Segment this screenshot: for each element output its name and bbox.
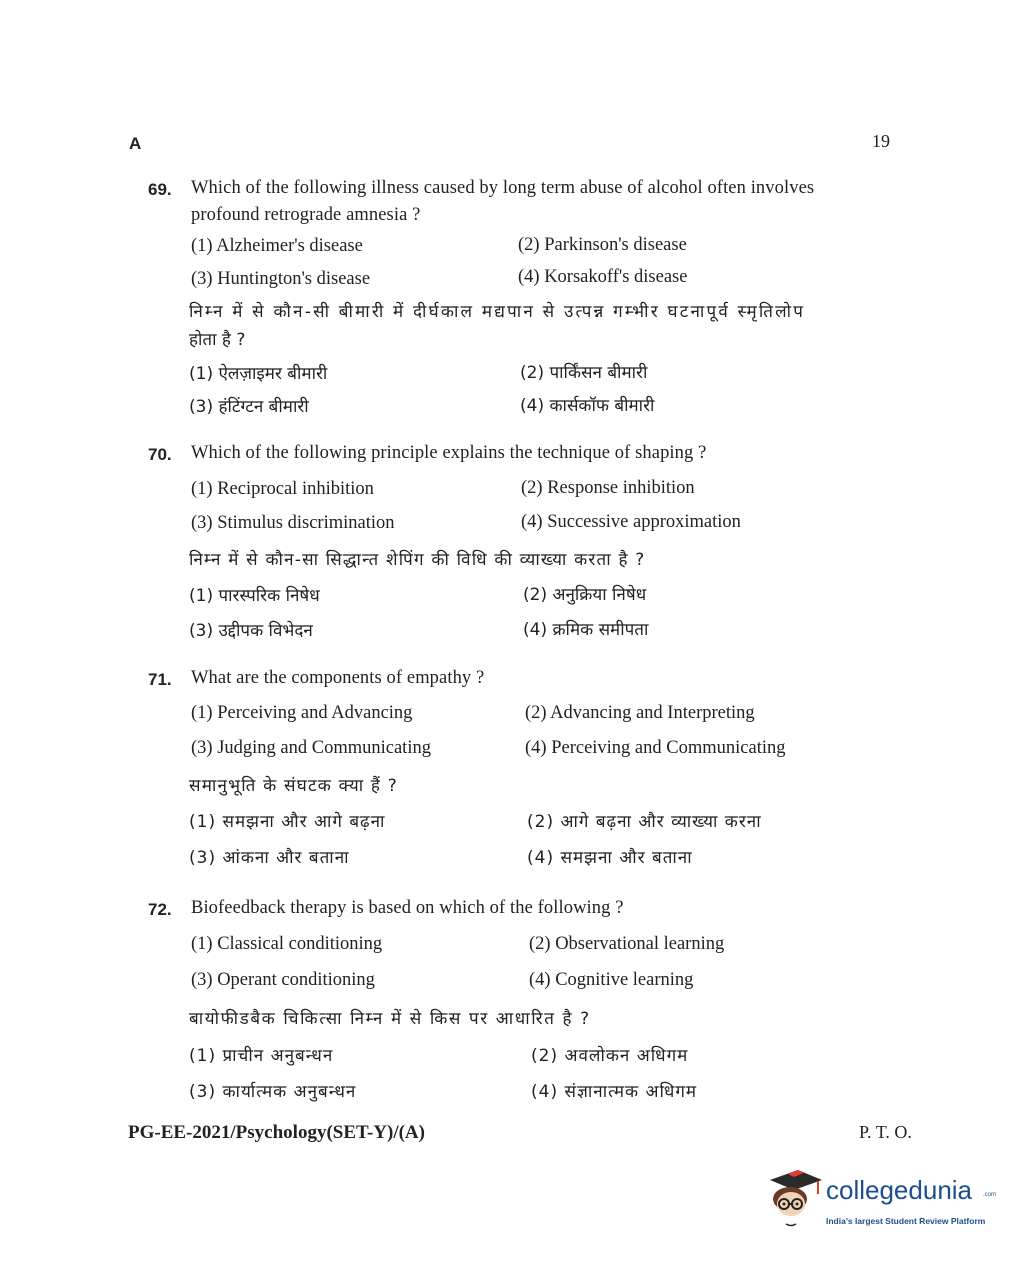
option-hi-3: (3) हंटिंग्टन बीमारी xyxy=(189,397,309,417)
option-hi-3: (3) आंकना और बताना xyxy=(189,848,350,868)
option-hi-4: (4) कार्सकॉफ बीमारी xyxy=(520,396,655,416)
option-en-4: (4) Successive approximation xyxy=(521,512,741,532)
option-en-4: (4) Korsakoff's disease xyxy=(518,267,688,287)
option-hi-3: (3) उद्दीपक विभेदन xyxy=(189,621,313,641)
option-en-4: (4) Cognitive learning xyxy=(529,970,694,990)
option-en-3: (3) Stimulus discrimination xyxy=(191,513,395,533)
paper-code: PG-EE-2021/Psychology(SET-Y)/(A) xyxy=(128,1122,425,1143)
option-hi-2: (2) पार्किंसन बीमारी xyxy=(520,363,648,383)
option-en-1: (1) Perceiving and Advancing xyxy=(191,703,413,723)
question-text-hi-line: निम्न में से कौन-सी बीमारी में दीर्घकाल मद्यपान से उत्पन्न गम्भीर घटनापूर्व स्मृतिलोप xyxy=(189,302,806,322)
question-text-en-line: Which of the following principle explains the technique of shaping ? xyxy=(191,443,707,463)
option-hi-4: (4) संज्ञानात्मक अधिगम xyxy=(531,1082,698,1102)
question-number: 70. xyxy=(148,445,172,464)
brand-tagline: India's largest Student Review Platform xyxy=(826,1216,986,1226)
option-en-1: (1) Classical conditioning xyxy=(191,934,383,954)
question-text-hi-line: समानुभूति के संघटक क्या हैं ? xyxy=(189,776,398,796)
mascot-icon xyxy=(764,1166,826,1230)
option-en-3: (3) Operant conditioning xyxy=(191,970,375,990)
question-text-en-line: Biofeedback therapy is based on which of the following ? xyxy=(191,898,624,918)
option-hi-4: (4) समझना और बताना xyxy=(527,848,693,868)
question-text-en-line: What are the components of empathy ? xyxy=(191,668,485,688)
question-text-hi-line: बायोफीडबैक चिकित्सा निम्न में से किस पर आधारित है ? xyxy=(189,1009,591,1029)
option-hi-2: (2) आगे बढ़ना और व्याख्या करना xyxy=(527,812,762,832)
option-hi-1: (1) प्राचीन अनुबन्धन xyxy=(189,1046,334,1066)
option-en-2: (2) Response inhibition xyxy=(521,478,695,498)
option-hi-4: (4) क्रमिक समीपता xyxy=(523,620,649,640)
question-text-en-line: Which of the following illness caused by long term abuse of alcohol often involves xyxy=(191,178,815,198)
option-en-2: (2) Observational learning xyxy=(529,934,725,954)
option-hi-2: (2) अनुक्रिया निषेध xyxy=(523,585,647,605)
question-number: 72. xyxy=(148,900,172,919)
page-number: 19 xyxy=(872,131,890,151)
question-number: 71. xyxy=(148,670,172,689)
option-en-3: (3) Judging and Communicating xyxy=(191,738,431,758)
question-text-hi-line: होता है ? xyxy=(189,330,246,350)
option-hi-2: (2) अवलोकन अधिगम xyxy=(531,1046,689,1066)
option-en-2: (2) Advancing and Interpreting xyxy=(525,703,755,723)
question-text-hi-line: निम्न में से कौन-सा सिद्धान्त शेपिंग की विधि की व्याख्या करता है ? xyxy=(189,550,646,570)
option-en-4: (4) Perceiving and Communicating xyxy=(525,738,786,758)
brand-tld: .com xyxy=(983,1192,997,1198)
question-text-en-line: profound retrograde amnesia ? xyxy=(191,205,421,225)
option-en-1: (1) Reciprocal inhibition xyxy=(191,479,374,499)
option-en-3: (3) Huntington's disease xyxy=(191,269,371,289)
option-hi-3: (3) कार्यात्मक अनुबन्धन xyxy=(189,1082,357,1102)
option-en-2: (2) Parkinson's disease xyxy=(518,235,687,255)
pto-label: P. T. O. xyxy=(859,1122,912,1142)
option-hi-1: (1) समझना और आगे बढ़ना xyxy=(189,812,386,832)
brand-name: collegedunia xyxy=(826,1175,973,1205)
option-hi-1: (1) ऐलज़ाइमर बीमारी xyxy=(189,364,328,384)
set-label: A xyxy=(129,134,142,153)
option-en-1: (1) Alzheimer's disease xyxy=(191,236,363,256)
question-number: 69. xyxy=(148,180,172,199)
option-hi-1: (1) पारस्परिक निषेध xyxy=(189,586,320,606)
